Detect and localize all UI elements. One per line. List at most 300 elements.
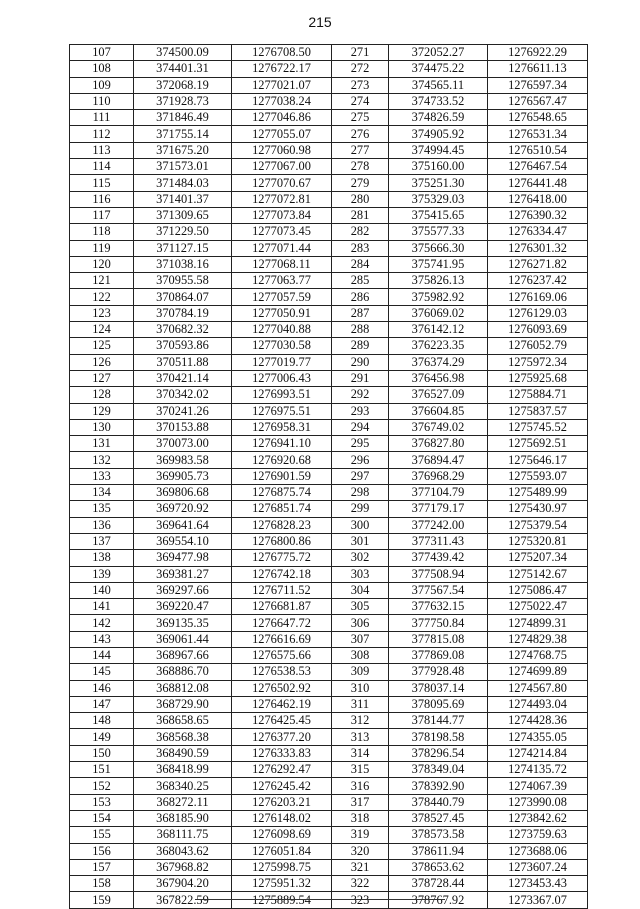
point-number-cell: 310	[332, 680, 389, 696]
point-number-cell: 110	[70, 93, 134, 109]
y-coordinate-cell: 1276567.47	[488, 93, 588, 109]
y-coordinate-cell: 1276129.03	[488, 305, 588, 321]
y-coordinate-cell: 1276711.52	[232, 582, 332, 598]
x-coordinate-cell: 376223.35	[389, 338, 488, 354]
point-number-cell: 299	[332, 501, 389, 517]
y-coordinate-cell: 1276538.53	[232, 664, 332, 680]
point-number-cell: 141	[70, 599, 134, 615]
x-coordinate-cell: 378573.58	[389, 827, 488, 843]
y-coordinate-cell: 1276800.86	[232, 533, 332, 549]
y-coordinate-cell: 1276575.66	[232, 647, 332, 663]
point-number-cell: 125	[70, 338, 134, 354]
x-coordinate-cell: 378037.14	[389, 680, 488, 696]
table-row	[70, 110, 588, 126]
point-number-cell: 308	[332, 647, 389, 663]
x-coordinate-cell: 378198.58	[389, 729, 488, 745]
point-number-cell: 295	[332, 436, 389, 452]
y-coordinate-cell: 1275142.67	[488, 566, 588, 582]
point-number-cell: 311	[332, 696, 389, 712]
coordinates-table-body	[70, 45, 588, 909]
y-coordinate-cell: 1273688.06	[488, 843, 588, 859]
x-coordinate-cell: 368658.65	[134, 713, 232, 729]
point-number-cell: 301	[332, 533, 389, 549]
point-number-cell: 118	[70, 224, 134, 240]
y-coordinate-cell: 1277063.77	[232, 273, 332, 289]
y-coordinate-cell: 1275972.34	[488, 354, 588, 370]
y-coordinate-cell: 1276851.74	[232, 501, 332, 517]
x-coordinate-cell: 369720.92	[134, 501, 232, 517]
y-coordinate-cell: 1277030.58	[232, 338, 332, 354]
x-coordinate-cell: 369135.35	[134, 615, 232, 631]
table-row	[70, 647, 588, 663]
x-coordinate-cell: 367904.20	[134, 876, 232, 892]
table-row	[70, 729, 588, 745]
point-number-cell: 322	[332, 876, 389, 892]
x-coordinate-cell: 375666.30	[389, 240, 488, 256]
point-number-cell: 275	[332, 110, 389, 126]
point-number-cell: 272	[332, 61, 389, 77]
table-row	[70, 305, 588, 321]
x-coordinate-cell: 376069.02	[389, 305, 488, 321]
point-number-cell: 278	[332, 159, 389, 175]
y-coordinate-cell: 1273990.08	[488, 794, 588, 810]
table-row	[70, 696, 588, 712]
table-row	[70, 436, 588, 452]
x-coordinate-cell: 367822.59	[134, 892, 232, 908]
x-coordinate-cell: 375577.33	[389, 224, 488, 240]
point-number-cell: 321	[332, 859, 389, 875]
x-coordinate-cell: 376894.47	[389, 452, 488, 468]
table-row	[70, 631, 588, 647]
point-number-cell: 127	[70, 370, 134, 386]
y-coordinate-cell: 1275646.17	[488, 452, 588, 468]
x-coordinate-cell: 369477.98	[134, 550, 232, 566]
x-coordinate-cell: 374994.45	[389, 142, 488, 158]
table-row	[70, 680, 588, 696]
x-coordinate-cell: 372052.27	[389, 45, 488, 61]
point-number-cell: 313	[332, 729, 389, 745]
point-number-cell: 292	[332, 387, 389, 403]
y-coordinate-cell: 1274135.72	[488, 762, 588, 778]
table-row	[70, 859, 588, 875]
x-coordinate-cell: 375415.65	[389, 207, 488, 223]
point-number-cell: 291	[332, 370, 389, 386]
x-coordinate-cell: 376968.29	[389, 468, 488, 484]
y-coordinate-cell: 1277019.77	[232, 354, 332, 370]
x-coordinate-cell: 370342.02	[134, 387, 232, 403]
x-coordinate-cell: 378728.44	[389, 876, 488, 892]
y-coordinate-cell: 1275489.99	[488, 485, 588, 501]
y-coordinate-cell: 1277006.43	[232, 370, 332, 386]
table-row	[70, 191, 588, 207]
y-coordinate-cell: 1276742.18	[232, 566, 332, 582]
page-number: 215	[308, 14, 332, 30]
y-coordinate-cell: 1275022.47	[488, 599, 588, 615]
x-coordinate-cell: 378349.04	[389, 762, 488, 778]
y-coordinate-cell: 1276722.17	[232, 61, 332, 77]
point-number-cell: 282	[332, 224, 389, 240]
x-coordinate-cell: 377928.48	[389, 664, 488, 680]
y-coordinate-cell: 1276237.42	[488, 273, 588, 289]
table-row	[70, 93, 588, 109]
point-number-cell: 130	[70, 419, 134, 435]
x-coordinate-cell: 378095.69	[389, 696, 488, 712]
x-coordinate-cell: 377104.79	[389, 485, 488, 501]
y-coordinate-cell: 1275207.34	[488, 550, 588, 566]
x-coordinate-cell: 370073.00	[134, 436, 232, 452]
x-coordinate-cell: 369220.47	[134, 599, 232, 615]
y-coordinate-cell: 1277038.24	[232, 93, 332, 109]
x-coordinate-cell: 376142.12	[389, 322, 488, 338]
point-number-cell: 317	[332, 794, 389, 810]
x-coordinate-cell: 370955.58	[134, 273, 232, 289]
x-coordinate-cell: 375826.13	[389, 273, 488, 289]
x-coordinate-cell: 368812.08	[134, 680, 232, 696]
footer-rule	[195, 899, 445, 900]
table-row	[70, 273, 588, 289]
y-coordinate-cell: 1276941.10	[232, 436, 332, 452]
y-coordinate-cell: 1276875.74	[232, 485, 332, 501]
point-number-cell: 148	[70, 713, 134, 729]
point-number-cell: 154	[70, 810, 134, 826]
table-row	[70, 778, 588, 794]
y-coordinate-cell: 1276922.29	[488, 45, 588, 61]
point-number-cell: 128	[70, 387, 134, 403]
x-coordinate-cell: 375160.00	[389, 159, 488, 175]
point-number-cell: 143	[70, 631, 134, 647]
table-row	[70, 485, 588, 501]
point-number-cell: 318	[332, 810, 389, 826]
x-coordinate-cell: 370153.88	[134, 419, 232, 435]
y-coordinate-cell: 1273453.43	[488, 876, 588, 892]
point-number-cell: 312	[332, 713, 389, 729]
point-number-cell: 300	[332, 517, 389, 533]
y-coordinate-cell: 1277073.45	[232, 224, 332, 240]
x-coordinate-cell: 369381.27	[134, 566, 232, 582]
point-number-cell: 129	[70, 403, 134, 419]
y-coordinate-cell: 1276462.19	[232, 696, 332, 712]
table-row	[70, 582, 588, 598]
x-coordinate-cell: 378767.92	[389, 892, 488, 908]
table-row	[70, 810, 588, 826]
x-coordinate-cell: 377632.15	[389, 599, 488, 615]
y-coordinate-cell: 1276597.34	[488, 77, 588, 93]
point-number-cell: 296	[332, 452, 389, 468]
point-number-cell: 114	[70, 159, 134, 175]
table-row	[70, 517, 588, 533]
y-coordinate-cell: 1274067.39	[488, 778, 588, 794]
table-row	[70, 533, 588, 549]
y-coordinate-cell: 1276390.32	[488, 207, 588, 223]
x-coordinate-cell: 377567.54	[389, 582, 488, 598]
x-coordinate-cell: 378392.90	[389, 778, 488, 794]
point-number-cell: 158	[70, 876, 134, 892]
y-coordinate-cell: 1277067.00	[232, 159, 332, 175]
x-coordinate-cell: 369061.44	[134, 631, 232, 647]
table-row	[70, 794, 588, 810]
y-coordinate-cell: 1274899.31	[488, 615, 588, 631]
table-row	[70, 159, 588, 175]
x-coordinate-cell: 376527.09	[389, 387, 488, 403]
point-number-cell: 294	[332, 419, 389, 435]
point-number-cell: 285	[332, 273, 389, 289]
table-row	[70, 713, 588, 729]
point-number-cell: 304	[332, 582, 389, 598]
x-coordinate-cell: 371846.49	[134, 110, 232, 126]
x-coordinate-cell: 376827.80	[389, 436, 488, 452]
x-coordinate-cell: 371928.73	[134, 93, 232, 109]
point-number-cell: 140	[70, 582, 134, 598]
y-coordinate-cell: 1277046.86	[232, 110, 332, 126]
table-row	[70, 289, 588, 305]
y-coordinate-cell: 1273759.63	[488, 827, 588, 843]
point-number-cell: 139	[70, 566, 134, 582]
point-number-cell: 117	[70, 207, 134, 223]
x-coordinate-cell: 370682.32	[134, 322, 232, 338]
x-coordinate-cell: 377439.42	[389, 550, 488, 566]
x-coordinate-cell: 368340.25	[134, 778, 232, 794]
point-number-cell: 289	[332, 338, 389, 354]
point-number-cell: 122	[70, 289, 134, 305]
point-number-cell: 307	[332, 631, 389, 647]
point-number-cell: 293	[332, 403, 389, 419]
point-number-cell: 112	[70, 126, 134, 142]
x-coordinate-cell: 370784.19	[134, 305, 232, 321]
x-coordinate-cell: 369641.64	[134, 517, 232, 533]
x-coordinate-cell: 378653.62	[389, 859, 488, 875]
point-number-cell: 279	[332, 175, 389, 191]
point-number-cell: 314	[332, 745, 389, 761]
table-row	[70, 419, 588, 435]
point-number-cell: 123	[70, 305, 134, 321]
point-number-cell: 274	[332, 93, 389, 109]
y-coordinate-cell: 1277060.98	[232, 142, 332, 158]
point-number-cell: 273	[332, 77, 389, 93]
point-number-cell: 298	[332, 485, 389, 501]
point-number-cell: 284	[332, 256, 389, 272]
x-coordinate-cell: 370241.26	[134, 403, 232, 419]
table-row	[70, 615, 588, 631]
point-number-cell: 323	[332, 892, 389, 908]
y-coordinate-cell: 1276611.13	[488, 61, 588, 77]
y-coordinate-cell: 1275692.51	[488, 436, 588, 452]
point-number-cell: 287	[332, 305, 389, 321]
y-coordinate-cell: 1277071.44	[232, 240, 332, 256]
table-row	[70, 501, 588, 517]
x-coordinate-cell: 371309.65	[134, 207, 232, 223]
x-coordinate-cell: 368043.62	[134, 843, 232, 859]
table-row	[70, 550, 588, 566]
y-coordinate-cell: 1275837.57	[488, 403, 588, 419]
y-coordinate-cell: 1275951.32	[232, 876, 332, 892]
x-coordinate-cell: 370511.88	[134, 354, 232, 370]
x-coordinate-cell: 368729.90	[134, 696, 232, 712]
y-coordinate-cell: 1276708.50	[232, 45, 332, 61]
point-number-cell: 107	[70, 45, 134, 61]
x-coordinate-cell: 377508.94	[389, 566, 488, 582]
y-coordinate-cell: 1275998.75	[232, 859, 332, 875]
point-number-cell: 135	[70, 501, 134, 517]
point-number-cell: 271	[332, 45, 389, 61]
table-row	[70, 452, 588, 468]
x-coordinate-cell: 368272.11	[134, 794, 232, 810]
x-coordinate-cell: 378527.45	[389, 810, 488, 826]
y-coordinate-cell: 1276245.42	[232, 778, 332, 794]
y-coordinate-cell: 1275320.81	[488, 533, 588, 549]
point-number-cell: 145	[70, 664, 134, 680]
y-coordinate-cell: 1276169.06	[488, 289, 588, 305]
y-coordinate-cell: 1276958.31	[232, 419, 332, 435]
x-coordinate-cell: 368886.70	[134, 664, 232, 680]
x-coordinate-cell: 371675.20	[134, 142, 232, 158]
y-coordinate-cell: 1276098.69	[232, 827, 332, 843]
y-coordinate-cell: 1274829.38	[488, 631, 588, 647]
y-coordinate-cell: 1276828.23	[232, 517, 332, 533]
table-row	[70, 599, 588, 615]
point-number-cell: 320	[332, 843, 389, 859]
table-row	[70, 468, 588, 484]
y-coordinate-cell: 1276292.47	[232, 762, 332, 778]
x-coordinate-cell: 370864.07	[134, 289, 232, 305]
y-coordinate-cell: 1276510.54	[488, 142, 588, 158]
table-row	[70, 224, 588, 240]
point-number-cell: 121	[70, 273, 134, 289]
table-row	[70, 354, 588, 370]
x-coordinate-cell: 368568.38	[134, 729, 232, 745]
table-row	[70, 892, 588, 908]
point-number-cell: 138	[70, 550, 134, 566]
point-number-cell: 146	[70, 680, 134, 696]
point-number-cell: 283	[332, 240, 389, 256]
point-number-cell: 156	[70, 843, 134, 859]
x-coordinate-cell: 371573.01	[134, 159, 232, 175]
x-coordinate-cell: 374905.92	[389, 126, 488, 142]
x-coordinate-cell: 376456.98	[389, 370, 488, 386]
y-coordinate-cell: 1277068.11	[232, 256, 332, 272]
y-coordinate-cell: 1273367.07	[488, 892, 588, 908]
y-coordinate-cell: 1277073.84	[232, 207, 332, 223]
x-coordinate-cell: 378611.94	[389, 843, 488, 859]
y-coordinate-cell: 1275889.54	[232, 892, 332, 908]
y-coordinate-cell: 1276377.20	[232, 729, 332, 745]
y-coordinate-cell: 1277057.59	[232, 289, 332, 305]
x-coordinate-cell: 378296.54	[389, 745, 488, 761]
y-coordinate-cell: 1275430.97	[488, 501, 588, 517]
y-coordinate-cell: 1276548.65	[488, 110, 588, 126]
table-row	[70, 566, 588, 582]
point-number-cell: 124	[70, 322, 134, 338]
table-row	[70, 175, 588, 191]
point-number-cell: 157	[70, 859, 134, 875]
point-number-cell: 280	[332, 191, 389, 207]
table-row	[70, 876, 588, 892]
x-coordinate-cell: 368967.66	[134, 647, 232, 663]
table-row	[70, 664, 588, 680]
y-coordinate-cell: 1276616.69	[232, 631, 332, 647]
y-coordinate-cell: 1274214.84	[488, 745, 588, 761]
point-number-cell: 303	[332, 566, 389, 582]
x-coordinate-cell: 374475.22	[389, 61, 488, 77]
point-number-cell: 316	[332, 778, 389, 794]
table-row	[70, 61, 588, 77]
x-coordinate-cell: 374565.11	[389, 77, 488, 93]
x-coordinate-cell: 374826.59	[389, 110, 488, 126]
y-coordinate-cell: 1275086.47	[488, 582, 588, 598]
table-row	[70, 207, 588, 223]
y-coordinate-cell: 1276531.34	[488, 126, 588, 142]
y-coordinate-cell: 1276975.51	[232, 403, 332, 419]
y-coordinate-cell: 1277040.88	[232, 322, 332, 338]
point-number-cell: 142	[70, 615, 134, 631]
point-number-cell: 276	[332, 126, 389, 142]
x-coordinate-cell: 367968.82	[134, 859, 232, 875]
point-number-cell: 153	[70, 794, 134, 810]
y-coordinate-cell: 1276441.48	[488, 175, 588, 191]
x-coordinate-cell: 377815.08	[389, 631, 488, 647]
x-coordinate-cell: 370421.14	[134, 370, 232, 386]
x-coordinate-cell: 369554.10	[134, 533, 232, 549]
point-number-cell: 150	[70, 745, 134, 761]
table-row	[70, 387, 588, 403]
y-coordinate-cell: 1277050.91	[232, 305, 332, 321]
y-coordinate-cell: 1274567.80	[488, 680, 588, 696]
y-coordinate-cell: 1276301.32	[488, 240, 588, 256]
y-coordinate-cell: 1277021.07	[232, 77, 332, 93]
y-coordinate-cell: 1276093.69	[488, 322, 588, 338]
y-coordinate-cell: 1276901.59	[232, 468, 332, 484]
x-coordinate-cell: 376604.85	[389, 403, 488, 419]
point-number-cell: 305	[332, 599, 389, 615]
y-coordinate-cell: 1275379.54	[488, 517, 588, 533]
y-coordinate-cell: 1277070.67	[232, 175, 332, 191]
x-coordinate-cell: 368111.75	[134, 827, 232, 843]
point-number-cell: 159	[70, 892, 134, 908]
point-number-cell: 149	[70, 729, 134, 745]
point-number-cell: 151	[70, 762, 134, 778]
x-coordinate-cell: 369806.68	[134, 485, 232, 501]
y-coordinate-cell: 1276647.72	[232, 615, 332, 631]
x-coordinate-cell: 371755.14	[134, 126, 232, 142]
point-number-cell: 119	[70, 240, 134, 256]
x-coordinate-cell: 370593.86	[134, 338, 232, 354]
x-coordinate-cell: 371229.50	[134, 224, 232, 240]
table-row	[70, 126, 588, 142]
point-number-cell: 120	[70, 256, 134, 272]
y-coordinate-cell: 1276418.00	[488, 191, 588, 207]
point-number-cell: 302	[332, 550, 389, 566]
table-row	[70, 370, 588, 386]
x-coordinate-cell: 369983.58	[134, 452, 232, 468]
point-number-cell: 306	[332, 615, 389, 631]
point-number-cell: 155	[70, 827, 134, 843]
point-number-cell: 290	[332, 354, 389, 370]
y-coordinate-cell: 1276334.47	[488, 224, 588, 240]
point-number-cell: 109	[70, 77, 134, 93]
y-coordinate-cell: 1277055.07	[232, 126, 332, 142]
point-number-cell: 297	[332, 468, 389, 484]
y-coordinate-cell: 1276920.68	[232, 452, 332, 468]
point-number-cell: 315	[332, 762, 389, 778]
table-row	[70, 403, 588, 419]
x-coordinate-cell: 377179.17	[389, 501, 488, 517]
point-number-cell: 286	[332, 289, 389, 305]
x-coordinate-cell: 376374.29	[389, 354, 488, 370]
x-coordinate-cell: 375251.30	[389, 175, 488, 191]
x-coordinate-cell: 377869.08	[389, 647, 488, 663]
x-coordinate-cell: 371401.37	[134, 191, 232, 207]
x-coordinate-cell: 369905.73	[134, 468, 232, 484]
point-number-cell: 144	[70, 647, 134, 663]
